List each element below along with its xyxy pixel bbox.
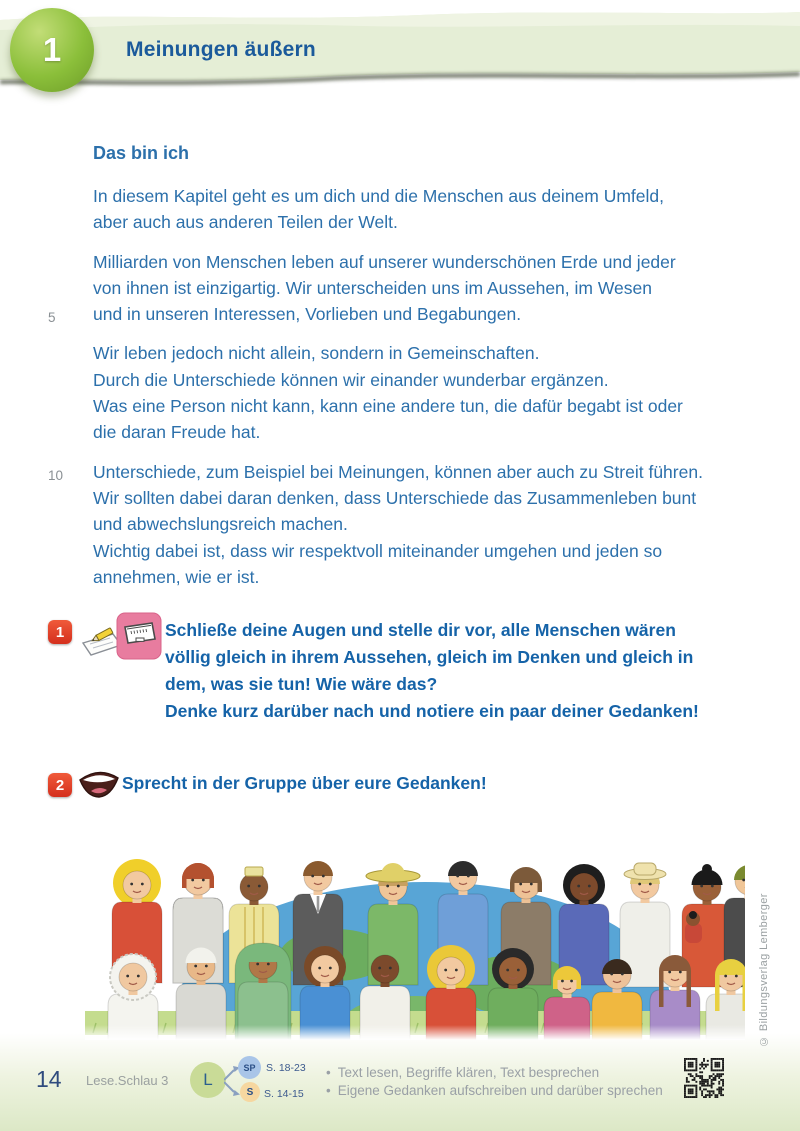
book-link-source-label: L bbox=[203, 1070, 213, 1089]
task-line: völlig gleich in ihrem Aussehen, gleich im Denken und gleich in bbox=[165, 647, 694, 667]
text-line bbox=[93, 249, 703, 275]
sp-page-reference: S. 18-23 bbox=[266, 1062, 306, 1074]
bullet-icon: • bbox=[326, 1065, 331, 1080]
text-line bbox=[93, 485, 703, 511]
copyright-notice: © Bildungsverlag Lemberger bbox=[758, 893, 770, 1047]
page-title: Meinungen äußern bbox=[126, 38, 316, 61]
task-line: Schließe deine Augen und stelle dir vor, alle Menschen wären bbox=[165, 620, 676, 640]
line-text: und in unseren Interessen, Vorlieben und Begabungen. bbox=[93, 304, 522, 325]
text-heading: Das bin ich bbox=[93, 143, 190, 163]
bullet-icon: • bbox=[326, 1083, 331, 1098]
objective-item bbox=[326, 1064, 663, 1082]
notebook-icon bbox=[116, 612, 162, 660]
text-line bbox=[93, 393, 703, 419]
paragraph bbox=[93, 340, 703, 445]
text-paragraphs bbox=[48, 183, 703, 590]
line-text: Was eine Person nicht kann, kann eine andere tun, die dafür begabt ist oder bbox=[93, 396, 683, 417]
book-link-source-badge bbox=[190, 1062, 226, 1098]
chapter-number: 1 bbox=[42, 31, 62, 68]
line-text: Wichtig dabei ist, dass wir respektvoll miteinander umgehen und jeden so bbox=[93, 540, 663, 561]
sp-book-badge bbox=[238, 1056, 261, 1079]
lesson-objectives bbox=[326, 1064, 663, 1100]
book-title: Lese.Schlau 3 bbox=[86, 1073, 169, 1088]
line-text: die daran Freude hat. bbox=[93, 422, 261, 443]
s-book-label: S bbox=[246, 1086, 254, 1098]
header-banner bbox=[0, 0, 800, 110]
text-line bbox=[93, 511, 703, 537]
line-text: In diesem Kapitel geht es um dich und die Menschen aus deinem Umfeld, bbox=[93, 186, 665, 206]
text-line bbox=[93, 183, 703, 209]
chapter-number-badge bbox=[10, 8, 94, 92]
paragraph bbox=[48, 459, 703, 590]
task-1-number: 1 bbox=[55, 623, 65, 641]
text-line bbox=[93, 367, 703, 393]
text-line bbox=[48, 301, 703, 327]
task-2-text bbox=[122, 770, 487, 797]
task-1 bbox=[48, 617, 699, 725]
reading-text bbox=[48, 140, 703, 603]
qr-code bbox=[684, 1058, 724, 1098]
task-1-text bbox=[165, 617, 699, 725]
text-line bbox=[93, 209, 703, 235]
task-2-number-badge bbox=[48, 773, 72, 797]
s-book-badge bbox=[240, 1082, 260, 1102]
task-1-number-badge bbox=[48, 620, 72, 644]
line-text: Wir leben jedoch nicht allein, sondern in Gemeinschaften. bbox=[93, 343, 540, 364]
task-2 bbox=[48, 770, 487, 797]
task-line: Denke kurz darüber nach und notiere ein paar deiner Gedanken! bbox=[165, 701, 699, 721]
paragraph bbox=[93, 183, 703, 236]
text-line bbox=[93, 419, 703, 445]
sp-book-label: SP bbox=[243, 1062, 256, 1073]
text-line bbox=[93, 340, 703, 366]
objective-text: Eigene Gedanken aufschreiben und darüber sprechen bbox=[337, 1083, 663, 1098]
line-number: 5 bbox=[48, 310, 56, 326]
page-number: 14 bbox=[36, 1066, 62, 1092]
line-text: Milliarden von Menschen leben auf unserer wunderschönen Erde und jeder bbox=[93, 251, 676, 272]
objective-item bbox=[326, 1082, 663, 1100]
objective-text: Text lesen, Begriffe klären, Text besprechen bbox=[337, 1065, 600, 1080]
line-text: Unterschiede, zum Beispiel bei Meinungen, können aber auch zu Streit führen. bbox=[93, 461, 703, 482]
line-text: von ihnen ist einzigartig. Wir unterscheiden uns im Aussehen, im Wesen bbox=[93, 277, 652, 298]
s-page-reference: S. 14-15 bbox=[264, 1088, 304, 1100]
task-2-number: 2 bbox=[55, 776, 65, 794]
line-text: aber auch aus anderen Teilen der Welt. bbox=[93, 212, 398, 233]
task-line: dem, was sie tun! Wie wäre das? bbox=[165, 674, 438, 694]
text-line bbox=[93, 564, 703, 590]
text-line bbox=[93, 538, 703, 564]
line-text: annehmen, wie er ist. bbox=[93, 566, 260, 587]
text-line bbox=[48, 459, 703, 485]
line-number: 10 bbox=[48, 467, 64, 483]
group-of-people-illustration bbox=[85, 835, 745, 1040]
paragraph bbox=[48, 249, 703, 328]
mouth-icon bbox=[78, 770, 120, 800]
line-text: Durch die Unterschiede können wir einander wunderbar ergänzen. bbox=[93, 369, 609, 390]
line-text: und abwechslungsreich machen. bbox=[93, 514, 348, 535]
text-line bbox=[93, 275, 703, 301]
task-line: Sprecht in der Gruppe über eure Gedanken! bbox=[122, 773, 487, 793]
line-text: Wir sollten dabei daran denken, dass Unterschiede das Zusammenleben bunt bbox=[93, 487, 697, 508]
